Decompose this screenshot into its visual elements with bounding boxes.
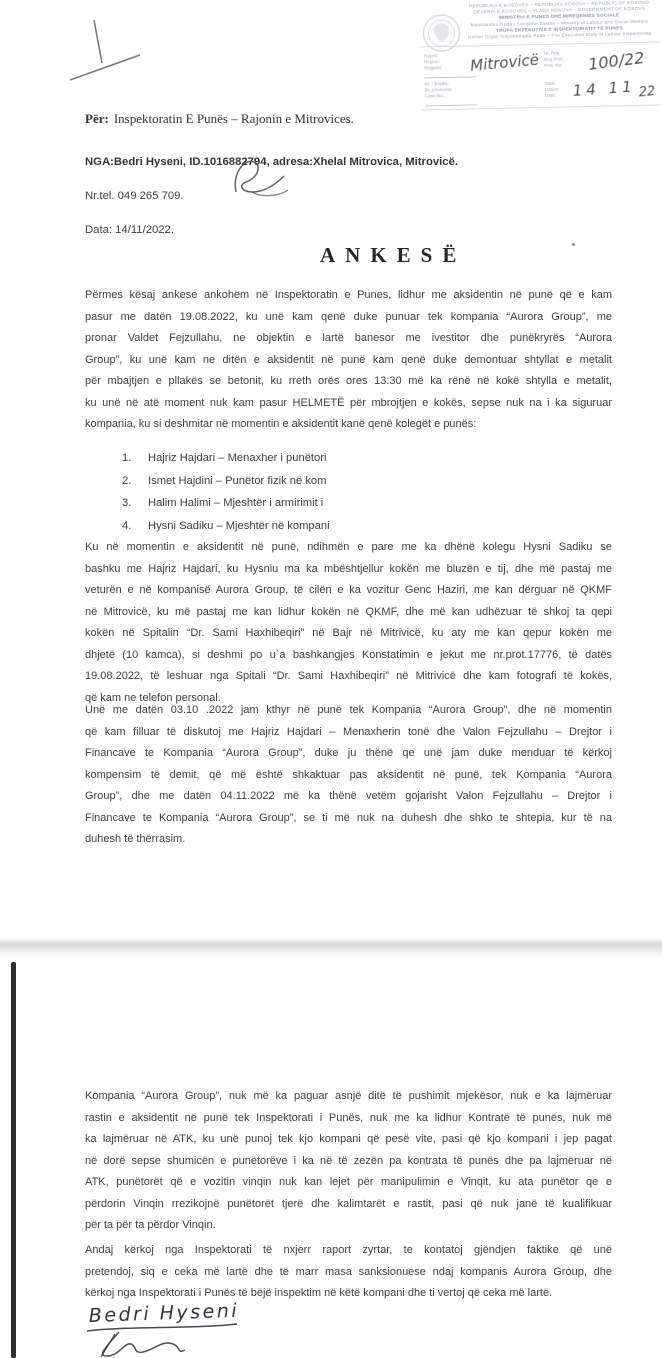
stamp-year-handwritten: 22 [638, 84, 656, 101]
stamp-header-line: REPUBLIKA E KOSOVËS – REPUBLIKA KOSOVA – REPUBLIC OF KOSOVO [468, 0, 650, 10]
list-item-text: Halim Halimi – Mjeshtër i armirimit i [148, 497, 324, 510]
sender-signature-scribble [222, 152, 317, 210]
document-title: ANKESË [320, 243, 467, 267]
text-line: Group”, dhe me datën 04.11.2022 më ka thënë vetëm gojarisht Valon Fejzullahu – Drejtor i [85, 790, 612, 802]
stamp-blank-line [424, 73, 476, 79]
recipient-label: Për: [85, 111, 109, 126]
text-line: pretendoj, siq e ceka më lartë dhe të marr masa sanksionuese ndaj kompanis Aurora Group, dhe [85, 1265, 612, 1278]
scan-artifact-line [11, 962, 16, 1358]
stamp-prot-label: Nr. Prot. Broj Prot. Prot. No: [543, 50, 564, 69]
stamp-region-label: Rajoni: Region: Regjioni: [424, 53, 477, 79]
date-line: Data: 14/11/2022. [85, 224, 174, 236]
text-line: kompania, ku si deshmitar në momentin e aksidentit kanë qenë kolegët e punës: [85, 418, 477, 430]
text-line: bashku me Hajriz Hajdari, ku Hysniu ma ka mbështjellur kokën me bluzën e tij, dhe më pastaj me [85, 562, 612, 575]
text-line: Financave te Kompania “Aurora Group”, duke ju thënë qe unë jam duke menduar të kërkoj [85, 747, 612, 759]
text-line: në Mitrovicë, ku më pastaj me kan lidhur kokën në QKMF, dhe më kan udhëzuar të shkoj ta qepi [85, 605, 612, 618]
text-line: për mbajtjen e pllakës se betonit, ku rreth orës ores 13:30 më ka rënë në kokë shtylla e metalit, [85, 375, 612, 387]
paragraph-4 [85, 1086, 612, 1237]
recipient-text: Inspektoratin E Punës – Rajonin e Mitrovices. [113, 111, 354, 126]
text-line: ATK, punëtorët që e vozitin vinqin nuk kan lejet për manipulimin e Vinqit, ku ata punëtor qe e [85, 1176, 612, 1188]
text-line: ka lajmëruar në ATK, ku unë punoj tek kjo kompani që pesë vite, pasi që kjo kompani i jep pagat [85, 1133, 612, 1145]
list-item [122, 492, 330, 515]
phone-line: Nr.tel. 049 265 709. [85, 190, 184, 202]
stamp-case-label: Nr. i lëndës: Br. predmeta: Case No: [425, 81, 478, 107]
signature-flourish [103, 1332, 185, 1356]
sender-label: NGA: [85, 156, 114, 168]
stamp-header-line: TRUPA EKZEKUTIVE E INSPEKTORIATIT TË PUNËS [496, 26, 623, 34]
text-line: ku unë në atë moment nuk kam pasur HELMETË për mbrojtjen e kokës, sepse nuk na i ka siguruar [85, 396, 612, 409]
text-line: 19.08.2022, të leshuar nga Spitali “Dr. Sami Haxhibeqiri” në Mitrivicë dhe kam fotografi të kokës, [85, 670, 612, 682]
text-line: pasur me datën 19.08.2022, ku unë kam qenë duke punuar tek kompania “Aurora Group”, me [85, 310, 612, 323]
stamp-header-line: QEVERIA E KOSOVËS – VLADA KOSOVA – GOVERNMENT OF KOSOVA [473, 6, 646, 16]
stamp-header-line: Ministarstvo Rada i Socijalne Zaštite – Ministry of Labour and Social Welfare [470, 19, 649, 29]
text-line: që kam filluar të diskutoj me Hajriz Hajdari – Menaxherin tonë dhe Valon Fejzullahu – Drejtor i [85, 725, 612, 738]
text-line: kompensim të demit, që më është shkaktuar pas aksidentit në punë, tek Kompania “Aurora [85, 768, 612, 781]
signature-name-handwritten: Bedri Hyseni [88, 1299, 240, 1327]
text-line: Group”, ku unë kam ne ditën e aksidentit në punë kam qenë duke demontuar shtyllat e metalit [85, 353, 612, 366]
stamp-prot-number-handwritten: 100/22 [587, 48, 646, 75]
list-item [122, 515, 330, 538]
text-line: kokën në Spitalin “Dr. Sami Haxhibeqiri” në Bajr në Mitrivicë, ku aty me kan qepur kokën me [85, 627, 612, 639]
text-line: Kompania “Aurora Group”, nuk më ka paguar asnjë ditë të pushimit mjekësor, nuk e ka lajmëruar [85, 1090, 612, 1102]
text-line: në dorë sepse shumicën e punëtorëve i ka në të zezën pa kontrata të punës dhe pa lajmëruar në [85, 1154, 612, 1167]
list-item-text: Ismet Hajdini – Punëtor fizik në kom [148, 474, 327, 487]
stamp-header-line: Izvršni Organ Inspektorijata Rada – The Executive Body of Labour Inspectorate [467, 31, 652, 41]
stamp-fields [420, 43, 661, 110]
text-line: Unë me datën 03.10 .2022 jam kthyr në punë tek Kompania “Aurora Group”, dhe në momentin [85, 704, 612, 716]
list-item-number: 2. [122, 474, 132, 487]
paragraph-2 [85, 537, 612, 709]
text-line: duhesh të thërrasim. [85, 833, 186, 845]
sender-text: Bedri Hyseni, ID.1016882794, adresa:Xhelal Mitrovica, Mitrovicë. [113, 156, 458, 168]
signature-flourish-tail [101, 1334, 115, 1357]
paragraph-5 [85, 1240, 612, 1305]
witness-list [122, 447, 330, 537]
text-line: për ta për ta përdor Vinqin. [85, 1219, 216, 1231]
scan-artifact-dot [572, 243, 575, 246]
text-line: përdorin Vinqin rrezikojnë punëtorët tjerë dhe kalimtarët e rastit, pasi që nuk janë të kualifikuar [85, 1197, 612, 1210]
paragraph-3 [85, 700, 612, 851]
paragraph-1 [85, 285, 612, 436]
list-item [122, 470, 330, 493]
list-item-number: 4. [122, 519, 132, 532]
signature-block [85, 1298, 305, 1358]
list-item-text: Hajriz Hajdari – Menaxher i punëtori [148, 452, 327, 464]
stamp-date-handwritten: 14 11 [572, 77, 637, 101]
text-line: pronar Valdet Fejzullahu, ne objektin e lartë banesor me ivestitor dhe punëkryrës “Aurora [85, 332, 612, 344]
text-line: veturën e në kompanisë Aurora Group, të cilën e ka vozitur Genc Haziri, me kan dërguar në QKMF [85, 584, 612, 596]
list-item-number: 3. [122, 497, 132, 510]
text-line: Përmes kësaj ankese ankohëm në Inspektoratin e Punes, lidhur me aksidentin në punë që e kam [85, 289, 612, 301]
text-line: kërkoj nga Inspektorati i Punës të bëjë inspektim në këtë kompani dhe ti vertoj që ceka më lartë. [85, 1287, 553, 1299]
text-line: dhjetë (10 kamca), si deshmi po u`a bashkangjes Konstatimin e jekut me nr.prot.17776, të datës [85, 648, 612, 661]
pen-check-mark [58, 8, 188, 93]
text-line: që kam ne telefon personal. [85, 691, 221, 704]
text-line: Ku në momentin e aksidentit në punë, ndihmën e pare me ka dhënë kolegu Hysni Sadiku se [85, 541, 612, 553]
stamp-header-line: MINISTRIA E PUNËS DHE MIRËQENIES SOCIALE [499, 13, 620, 22]
page-break-shadow [0, 938, 662, 960]
text-line: Financave te Kompania “Aurora Group”, se ti më nuk na duhesh dhe shko te shtepia, kur të na [85, 811, 612, 824]
recipient-line [85, 111, 354, 127]
list-item-text: Hysni Sadiku – Mjeshtër në kompani [148, 519, 330, 532]
stamp-region-handwritten: Mitrovicë [469, 50, 540, 76]
stamp-blank-line [425, 101, 477, 107]
stamp-date-label: Data: Datum: Date: [544, 80, 560, 99]
list-item-number: 1. [122, 452, 132, 464]
list-item [122, 447, 330, 470]
text-line: Andaj kërkoj nga Inspektorati të nxjerr raport zyrtar, te kontatoj gjëndjen faktike që unë [85, 1244, 612, 1256]
received-stamp [419, 0, 661, 110]
text-line: rastin e aksidentit në punë tek Inspektorati i Punës, nuk me ka lidhur Kontratë të punës, nuk më [85, 1111, 612, 1124]
